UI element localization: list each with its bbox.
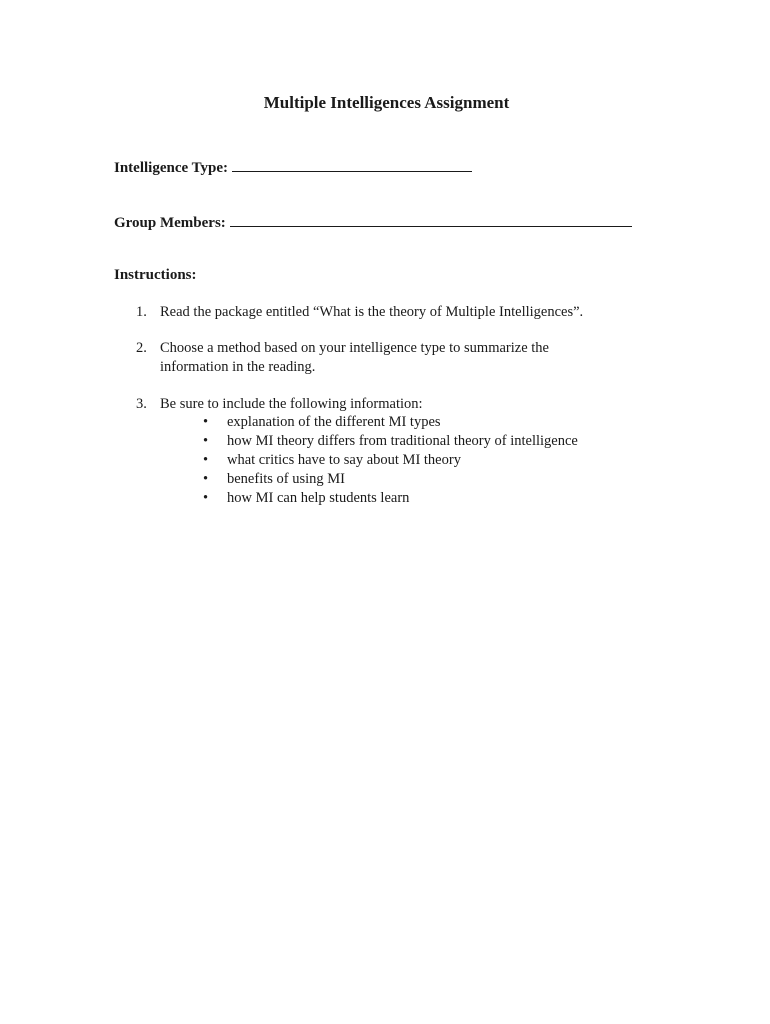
list-item — [203, 451, 578, 470]
required-info-list — [203, 413, 578, 508]
step-text: Be sure to include the following information: — [160, 396, 423, 412]
intelligence-type-blank[interactable] — [232, 157, 472, 172]
bullet-icon: • — [203, 490, 209, 506]
list-item-text: how MI theory differs from traditional theory of intelligence — [227, 433, 578, 449]
bullet-icon: • — [203, 414, 209, 430]
step-number: 1. — [136, 304, 147, 320]
group-members-label: Group Members: — [114, 215, 226, 231]
list-item-text: how MI can help students learn — [227, 490, 410, 506]
step-text: Choose a method based on your intelligence type to summarize the information in the reading. — [160, 340, 549, 375]
bullet-icon: • — [203, 433, 209, 449]
list-item-text: benefits of using MI — [227, 471, 345, 487]
bullet-icon: • — [203, 452, 209, 468]
list-item-text: explanation of the different MI types — [227, 414, 441, 430]
step-text: Read the package entitled “What is the theory of Multiple Intelligences”. — [160, 304, 584, 320]
intelligence-type-label: Intelligence Type: — [114, 160, 229, 176]
intelligence-type-field — [114, 157, 472, 177]
list-item — [203, 413, 578, 432]
bullet-icon: • — [203, 471, 209, 487]
group-members-blank[interactable] — [230, 212, 632, 227]
instructions-heading: Instructions: — [114, 267, 197, 283]
list-item — [203, 432, 578, 451]
list-item — [203, 489, 578, 508]
step-number: 3. — [136, 396, 147, 412]
list-item-text: what critics have to say about MI theory — [227, 452, 461, 468]
document-title: Multiple Intelligences Assignment — [263, 93, 510, 112]
list-item — [203, 470, 578, 489]
group-members-field — [114, 212, 632, 232]
step-number: 2. — [136, 340, 147, 356]
